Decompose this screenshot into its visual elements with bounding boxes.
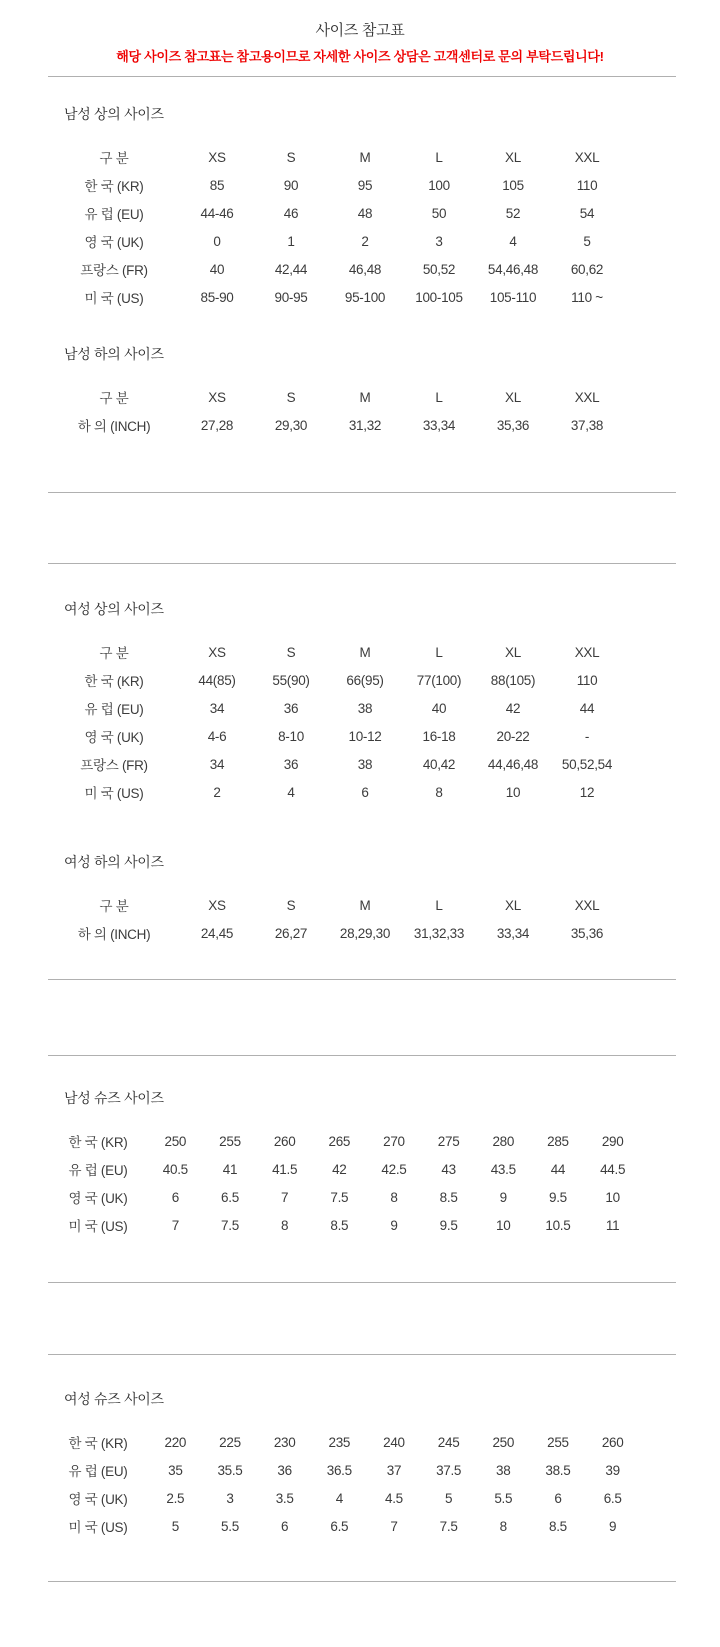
size-value: 250 <box>164 1133 187 1149</box>
size-value: 5.5 <box>494 1490 513 1506</box>
size-value: 44.5 <box>600 1161 626 1177</box>
size-value: 285 <box>547 1133 569 1149</box>
table-row <box>48 255 624 283</box>
size-value: 16-18 <box>422 728 456 744</box>
size-value: XL <box>505 149 521 165</box>
size-value: 42 <box>505 700 521 716</box>
row-label: 유 럽 (EU) <box>68 1464 128 1479</box>
table-header-row <box>48 891 624 919</box>
size-value: 40,42 <box>422 756 456 772</box>
size-value: 46 <box>283 205 299 221</box>
size-value: 85 <box>209 177 225 193</box>
size-value: 43 <box>441 1161 456 1177</box>
size-value: 36.5 <box>326 1462 352 1478</box>
mens-top-size-table <box>48 143 624 311</box>
size-value: XL <box>505 644 521 660</box>
size-value: 37,38 <box>570 417 604 433</box>
size-value: 5.5 <box>221 1518 239 1534</box>
size-value: 31,32,33 <box>413 925 465 941</box>
size-value: 8-10 <box>278 728 304 744</box>
size-value: 50,52,54 <box>561 756 613 772</box>
size-value: 54 <box>579 205 595 221</box>
size-value: 7.5 <box>221 1217 239 1233</box>
size-value: 220 <box>164 1434 187 1450</box>
size-value: 2.5 <box>166 1490 185 1506</box>
table-row <box>48 1456 640 1484</box>
size-value: 40 <box>209 261 225 277</box>
table-header-row <box>48 383 624 411</box>
section-divider <box>48 1055 676 1056</box>
size-value: 4 <box>287 784 295 800</box>
row-label: 영 국 (UK) <box>84 235 144 250</box>
size-value: 110 ~ <box>571 289 603 305</box>
womens-bottom-size-table <box>48 891 624 947</box>
size-value: 9 <box>609 1518 617 1534</box>
size-value: 42,44 <box>274 261 308 277</box>
size-value: S <box>286 389 296 405</box>
size-value: 33,34 <box>496 925 530 941</box>
size-value: 35 <box>168 1462 183 1478</box>
row-label: 구 분 <box>99 646 129 661</box>
size-value: 29,30 <box>274 417 308 433</box>
size-value: 48 <box>357 205 373 221</box>
size-value: L <box>435 149 443 165</box>
size-value: 265 <box>328 1133 351 1149</box>
row-label: 구 분 <box>99 391 129 406</box>
size-value: 6 <box>171 1189 179 1205</box>
section-divider <box>48 1354 676 1355</box>
womens-shoes-size-table <box>48 1428 640 1540</box>
table-row <box>48 1512 640 1540</box>
size-value: M <box>359 644 371 660</box>
table-row <box>48 750 624 778</box>
size-value: 235 <box>328 1434 351 1450</box>
table-row <box>48 411 624 439</box>
size-value: 255 <box>547 1434 569 1450</box>
size-value: 38 <box>357 700 373 716</box>
size-value: 10 <box>496 1217 511 1233</box>
size-value: 8 <box>390 1189 398 1205</box>
size-value: 3.5 <box>275 1490 294 1506</box>
size-value: 8.5 <box>330 1217 349 1233</box>
size-value: 255 <box>219 1133 241 1149</box>
size-value: 8.5 <box>548 1518 567 1534</box>
size-value: 37.5 <box>436 1462 462 1478</box>
row-label: 미 국 (US) <box>68 1520 128 1535</box>
size-value: M <box>359 389 371 405</box>
row-label: 미 국 (US) <box>68 1219 128 1234</box>
row-label: 영 국 (UK) <box>68 1191 128 1206</box>
size-value: 42 <box>332 1161 347 1177</box>
row-label: 구 분 <box>99 151 129 166</box>
size-value: 6.5 <box>330 1518 349 1534</box>
size-value: 37 <box>386 1462 402 1478</box>
size-value: 1 <box>287 233 295 249</box>
size-value: 275 <box>437 1133 460 1149</box>
size-value: 90-95 <box>274 289 308 305</box>
size-value: 3 <box>435 233 443 249</box>
section-title-mens-top: 남성 상의 사이즈 <box>64 106 164 122</box>
size-value: 8 <box>499 1518 507 1534</box>
size-value: 35,36 <box>496 417 530 433</box>
size-value: L <box>435 644 443 660</box>
size-value: 90 <box>283 177 299 193</box>
size-value: 35.5 <box>217 1462 243 1478</box>
size-value: 6 <box>281 1518 289 1534</box>
table-row <box>48 1484 640 1512</box>
size-value: 0 <box>213 233 221 249</box>
size-value: 105 <box>502 177 524 193</box>
size-value: L <box>435 897 443 913</box>
table-header-row <box>48 143 624 171</box>
page-header <box>0 0 720 66</box>
table-row <box>48 1183 640 1211</box>
size-value: 36 <box>283 756 299 772</box>
size-value: 6 <box>554 1490 562 1506</box>
size-value: 240 <box>383 1434 405 1450</box>
table-row <box>48 171 624 199</box>
size-value: 95-100 <box>344 289 386 305</box>
size-value: 7.5 <box>439 1518 458 1534</box>
size-value: 6 <box>361 784 369 800</box>
size-value: 38 <box>496 1462 511 1478</box>
size-value: 10-12 <box>348 728 382 744</box>
size-value: 11 <box>605 1217 620 1233</box>
size-value: 8.5 <box>439 1189 458 1205</box>
table-row <box>48 1127 640 1155</box>
table-row <box>48 722 624 750</box>
row-label: 유 럽 (EU) <box>84 702 144 717</box>
womens-top-size-table <box>48 638 624 806</box>
size-value: 95 <box>357 177 373 193</box>
size-value: 33,34 <box>422 417 456 433</box>
size-value: 35,36 <box>570 925 604 941</box>
size-value: 110 <box>576 672 598 688</box>
size-value: 34 <box>209 756 225 772</box>
size-value: XXL <box>574 644 600 660</box>
table-row <box>48 694 624 722</box>
size-value: 41 <box>222 1161 238 1177</box>
size-value: 50 <box>431 205 447 221</box>
size-value: 52 <box>505 205 521 221</box>
size-value: 50,52 <box>422 261 456 277</box>
size-value: 100-105 <box>415 289 463 305</box>
size-value: 24,45 <box>200 925 234 941</box>
size-value: 41.5 <box>272 1161 298 1177</box>
size-value: 40.5 <box>162 1161 188 1177</box>
row-label: 유 럽 (EU) <box>68 1163 128 1178</box>
page-title: 사이즈 참고표 <box>315 22 405 39</box>
size-value: 225 <box>219 1434 241 1450</box>
row-label: 유 럽 (EU) <box>84 207 144 222</box>
table-header-row <box>48 638 624 666</box>
row-label: 구 분 <box>99 899 129 914</box>
section-divider <box>48 1282 676 1283</box>
row-label: 한 국 (KR) <box>68 1436 128 1451</box>
size-value: S <box>286 644 296 660</box>
size-value: M <box>359 149 371 165</box>
section-divider <box>48 979 676 980</box>
row-label: 영 국 (UK) <box>68 1492 128 1507</box>
size-value: 44,46,48 <box>487 756 539 772</box>
size-value: 55(90) <box>272 672 310 688</box>
section-title-mens-shoes: 남성 슈즈 사이즈 <box>64 1090 164 1106</box>
row-label: 한 국 (KR) <box>68 1135 128 1150</box>
size-value: 43.5 <box>490 1161 516 1177</box>
row-label: 한 국 (KR) <box>84 674 144 689</box>
size-value: 260 <box>601 1434 624 1450</box>
size-value: 54,46,48 <box>487 261 539 277</box>
size-value: XXL <box>574 897 600 913</box>
size-value: 44-46 <box>200 205 234 221</box>
size-value: 7 <box>390 1518 398 1534</box>
size-value: M <box>359 897 371 913</box>
size-value: XXL <box>574 149 600 165</box>
row-label: 하 의 (INCH) <box>77 419 151 434</box>
section-title-womens-top: 여성 상의 사이즈 <box>64 601 164 617</box>
size-value: 42.5 <box>381 1161 407 1177</box>
size-value: 7.5 <box>330 1189 349 1205</box>
size-value: 4 <box>509 233 517 249</box>
size-value: 6.5 <box>221 1189 239 1205</box>
size-value: XL <box>505 389 521 405</box>
size-value: 60,62 <box>570 261 604 277</box>
size-value: 230 <box>273 1434 296 1450</box>
reference-notice: 해당 사이즈 참고표는 참고용이므로 자세한 사이즈 상담은 고객센터로 문의 부탁드립니다! <box>116 49 604 64</box>
size-value: 38.5 <box>545 1462 571 1478</box>
size-value: 28,29,30 <box>339 925 391 941</box>
size-value: 31,32 <box>348 417 382 433</box>
size-value: 36 <box>277 1462 292 1478</box>
size-value: 3 <box>226 1490 234 1506</box>
size-value: 2 <box>361 233 369 249</box>
table-row <box>48 919 624 947</box>
size-value: 10.5 <box>545 1217 571 1233</box>
header-divider <box>48 76 676 77</box>
size-value: XL <box>505 897 521 913</box>
mens-bottom-size-table <box>48 383 624 439</box>
size-value: 12 <box>579 784 595 800</box>
size-value: XXL <box>574 389 600 405</box>
size-value: 4 <box>335 1490 343 1506</box>
table-row <box>48 227 624 255</box>
size-value: 85-90 <box>200 289 234 305</box>
row-label: 미 국 (US) <box>84 786 144 801</box>
size-value: 4.5 <box>385 1490 403 1506</box>
size-value: 27,28 <box>200 417 234 433</box>
size-value: 2 <box>213 784 221 800</box>
section-divider <box>48 492 676 493</box>
size-value: 46,48 <box>348 261 382 277</box>
size-value: 44 <box>579 700 595 716</box>
size-value: 10 <box>505 784 521 800</box>
size-value: 5 <box>171 1518 179 1534</box>
size-value: S <box>286 897 296 913</box>
table-row <box>48 1428 640 1456</box>
size-value: 20-22 <box>496 728 530 744</box>
size-value: 77(100) <box>416 672 462 688</box>
size-value: 44 <box>550 1161 566 1177</box>
size-value: 5 <box>583 233 591 249</box>
size-value: L <box>435 389 443 405</box>
size-value: XS <box>208 149 226 165</box>
size-value: XS <box>208 897 226 913</box>
row-label: 영 국 (UK) <box>84 730 144 745</box>
row-label: 프랑스 (FR) <box>80 758 148 773</box>
size-value: 105-110 <box>489 289 537 305</box>
row-label: 프랑스 (FR) <box>80 263 148 278</box>
size-value: 4-6 <box>207 728 227 744</box>
size-value: 250 <box>492 1434 515 1450</box>
row-label: 미 국 (US) <box>84 291 144 306</box>
size-value: 280 <box>492 1133 515 1149</box>
size-value: 7 <box>171 1217 179 1233</box>
size-value: 10 <box>605 1189 620 1205</box>
size-value: - <box>584 728 590 744</box>
size-value: 39 <box>605 1462 620 1478</box>
size-value: 8 <box>435 784 443 800</box>
size-value: 88(105) <box>490 672 536 688</box>
size-value: 100 <box>428 177 450 193</box>
mens-shoes-size-table <box>48 1127 640 1239</box>
size-value: 9.5 <box>548 1189 567 1205</box>
size-value: 270 <box>383 1133 405 1149</box>
table-row <box>48 1211 640 1239</box>
size-value: 9.5 <box>439 1217 458 1233</box>
section-title-womens-shoes: 여성 슈즈 사이즈 <box>64 1391 164 1407</box>
row-label: 하 의 (INCH) <box>77 927 151 942</box>
size-value: 9 <box>390 1217 398 1233</box>
size-value: 9 <box>499 1189 507 1205</box>
size-value: 260 <box>273 1133 296 1149</box>
size-value: 40 <box>431 700 447 716</box>
size-value: 26,27 <box>274 925 308 941</box>
section-title-womens-bottom: 여성 하의 사이즈 <box>64 854 164 870</box>
size-value: 7 <box>281 1189 289 1205</box>
size-value: 66(95) <box>346 672 384 688</box>
table-row <box>48 283 624 311</box>
section-title-mens-bottom: 남성 하의 사이즈 <box>64 346 164 362</box>
table-row <box>48 199 624 227</box>
table-row <box>48 666 624 694</box>
size-value: 6.5 <box>603 1490 622 1506</box>
table-row <box>48 1155 640 1183</box>
size-value: XS <box>208 389 226 405</box>
size-value: 8 <box>281 1217 289 1233</box>
size-value: 110 <box>576 177 598 193</box>
size-value: 34 <box>209 700 225 716</box>
size-value: 36 <box>283 700 299 716</box>
footer-divider <box>48 1581 676 1582</box>
section-divider <box>48 563 676 564</box>
size-value: XS <box>208 644 226 660</box>
size-value: 44(85) <box>198 672 236 688</box>
row-label: 한 국 (KR) <box>84 179 144 194</box>
table-row <box>48 778 624 806</box>
size-value: 245 <box>437 1434 460 1450</box>
size-value: S <box>286 149 296 165</box>
size-value: 38 <box>357 756 373 772</box>
size-value: 5 <box>445 1490 453 1506</box>
size-value: 290 <box>601 1133 624 1149</box>
